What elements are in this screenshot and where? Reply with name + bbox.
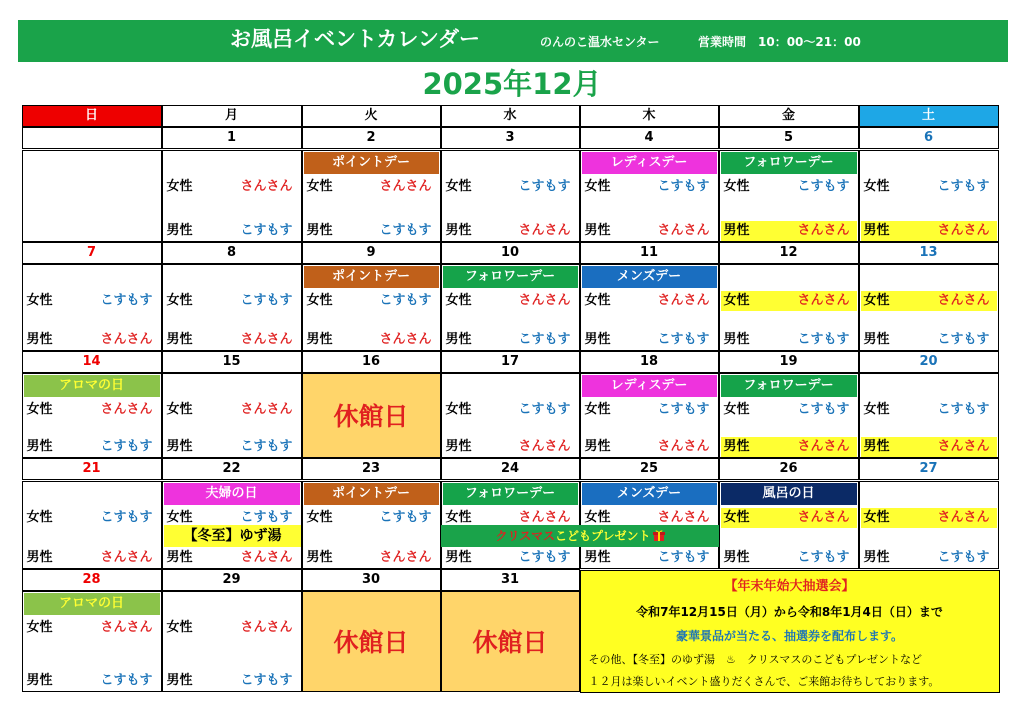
female-label: 女性	[723, 292, 750, 308]
lottery-note-1	[589, 651, 995, 667]
male-label: 男性	[723, 331, 750, 347]
male-bath-name: こすもす	[518, 549, 571, 565]
event-badge: フォロワーデー	[721, 375, 857, 397]
female-label: 女性	[863, 401, 890, 417]
male-label: 男性	[166, 331, 193, 347]
female-bath-row	[582, 177, 717, 197]
day-number: 18	[580, 351, 719, 373]
female-label: 女性	[445, 178, 472, 194]
female-bath-row	[164, 618, 300, 638]
day-cell	[719, 264, 859, 351]
female-bath-name: さんさん	[100, 401, 153, 417]
note-text: その他、【冬至】のゆず湯	[588, 652, 715, 666]
female-label: 女性	[166, 178, 193, 194]
male-bath-row	[582, 548, 717, 568]
female-bath-name: さんさん	[937, 292, 990, 308]
day-number: 29	[162, 569, 302, 591]
male-bath-row	[164, 221, 300, 241]
female-bath-row	[164, 400, 300, 420]
month-title: 2025年12月	[422, 67, 602, 101]
male-bath-name: こすもす	[797, 331, 850, 347]
day-cell	[580, 264, 719, 351]
day-cell	[162, 591, 302, 692]
day-cell	[302, 481, 441, 569]
weekday-header: 日	[22, 105, 162, 127]
male-bath-name: さんさん	[100, 331, 153, 347]
female-label: 女性	[723, 178, 750, 194]
day-number: 26	[719, 458, 859, 480]
female-label: 女性	[306, 509, 333, 525]
day-number: 28	[22, 569, 162, 591]
event-badge: フォロワーデー	[443, 483, 578, 505]
day-cell	[441, 591, 580, 692]
event-badge: アロマの日	[24, 375, 160, 397]
note-text: クリスマスのこどもプレゼントなど	[746, 652, 922, 666]
day-number: 9	[302, 242, 441, 264]
day-number: 4	[580, 127, 719, 149]
event-badge: 風呂の日	[721, 483, 857, 505]
male-label: 男性	[863, 331, 890, 347]
female-label: 女性	[723, 509, 750, 525]
day-cell	[859, 481, 999, 569]
female-bath-name: さんさん	[240, 619, 293, 635]
male-bath-row	[24, 548, 160, 568]
male-bath-row	[582, 330, 717, 350]
male-label: 男性	[863, 222, 890, 238]
day-number: 11	[580, 242, 719, 264]
male-bath-name: こすもす	[937, 331, 990, 347]
female-bath-row	[861, 508, 997, 528]
day-number: 17	[441, 351, 580, 373]
day-cell	[22, 481, 162, 569]
event-badge: フォロワーデー	[443, 266, 578, 288]
female-bath-name: こすもす	[937, 401, 990, 417]
female-label: 女性	[166, 401, 193, 417]
female-bath-name: こすもす	[937, 178, 990, 194]
day-number: 14	[22, 351, 162, 373]
female-bath-row	[861, 177, 997, 197]
event-badge: レディスデー	[582, 152, 717, 174]
female-label: 女性	[166, 509, 193, 525]
female-bath-row	[24, 508, 160, 528]
male-bath-name: さんさん	[240, 331, 293, 347]
weekday-header: 土	[859, 105, 999, 127]
female-bath-row	[164, 177, 300, 197]
day-number: 30	[302, 569, 441, 591]
male-bath-row	[443, 437, 578, 457]
female-bath-row	[721, 177, 857, 197]
female-label: 女性	[723, 401, 750, 417]
female-bath-name: こすもす	[379, 509, 432, 525]
day-cell	[302, 150, 441, 242]
female-label: 女性	[166, 619, 193, 635]
male-label: 男性	[584, 438, 611, 454]
weekday-header: 水	[441, 105, 580, 127]
female-bath-name: さんさん	[657, 509, 710, 525]
male-bath-name: さんさん	[797, 438, 850, 454]
male-bath-row	[24, 671, 160, 691]
male-bath-row	[164, 330, 300, 350]
female-label: 女性	[445, 509, 472, 525]
male-label: 男性	[26, 672, 53, 688]
male-bath-name: さんさん	[379, 331, 432, 347]
christmas-label: クリスマス	[495, 529, 555, 543]
male-bath-name: こすもす	[240, 438, 293, 454]
male-label: 男性	[26, 438, 53, 454]
male-bath-row	[24, 437, 160, 457]
male-bath-row	[861, 330, 997, 350]
event-badge: レディスデー	[582, 375, 717, 397]
day-cell	[580, 373, 719, 458]
male-label: 男性	[584, 549, 611, 565]
day-cell	[22, 264, 162, 351]
day-number: 31	[441, 569, 580, 591]
female-bath-row	[861, 400, 997, 420]
female-label: 女性	[863, 509, 890, 525]
day-number: 20	[859, 351, 999, 373]
day-cell	[859, 150, 999, 242]
female-bath-name: こすもす	[518, 178, 571, 194]
male-label: 男性	[166, 672, 193, 688]
female-bath-name: こすもす	[100, 292, 153, 308]
header-bar	[18, 20, 1008, 62]
female-bath-name: さんさん	[379, 178, 432, 194]
day-cell	[162, 373, 302, 458]
female-bath-name: こすもす	[518, 401, 571, 417]
male-bath-row	[861, 221, 997, 241]
day-cell	[719, 481, 859, 569]
female-bath-row	[721, 508, 857, 528]
female-bath-row	[861, 291, 997, 311]
day-cell	[441, 264, 580, 351]
male-label: 男性	[445, 438, 472, 454]
male-bath-name: こすもす	[518, 331, 571, 347]
female-label: 女性	[863, 292, 890, 308]
female-label: 女性	[445, 401, 472, 417]
female-bath-name: こすもす	[240, 509, 293, 525]
male-bath-row	[443, 221, 578, 241]
female-bath-name: さんさん	[797, 292, 850, 308]
male-label: 男性	[445, 549, 472, 565]
male-bath-row	[721, 221, 857, 241]
day-number: 16	[302, 351, 441, 373]
day-number: 7	[22, 242, 162, 264]
male-label: 男性	[584, 331, 611, 347]
gift-icon	[653, 529, 665, 541]
female-label: 女性	[306, 292, 333, 308]
male-label: 男性	[306, 549, 333, 565]
female-bath-row	[164, 291, 300, 311]
male-bath-name: さんさん	[379, 549, 432, 565]
male-bath-name: こすもす	[379, 222, 432, 238]
male-label: 男性	[26, 331, 53, 347]
male-bath-row	[24, 330, 160, 350]
female-bath-name: さんさん	[657, 292, 710, 308]
male-label: 男性	[723, 549, 750, 565]
male-bath-row	[443, 548, 578, 568]
business-hours: 営業時間 10：00〜21：00	[698, 35, 861, 49]
male-label: 男性	[863, 549, 890, 565]
male-bath-name: こすもす	[657, 549, 710, 565]
closed-day-label: 休館日	[303, 374, 440, 457]
female-bath-row	[304, 177, 439, 197]
female-label: 女性	[584, 401, 611, 417]
weekday-header: 火	[302, 105, 441, 127]
male-label: 男性	[723, 438, 750, 454]
male-bath-name: さんさん	[657, 438, 710, 454]
day-cell	[302, 264, 441, 351]
female-bath-name: さんさん	[240, 401, 293, 417]
female-bath-name: こすもす	[657, 178, 710, 194]
female-bath-name: こすもす	[797, 178, 850, 194]
female-bath-name: こすもす	[797, 401, 850, 417]
female-bath-name: さんさん	[797, 509, 850, 525]
female-bath-row	[24, 618, 160, 638]
day-number: 27	[859, 458, 999, 480]
day-cell	[162, 264, 302, 351]
female-label: 女性	[26, 509, 53, 525]
day-number: 1	[162, 127, 302, 149]
lottery-title: 【年末年始大抽選会】	[724, 578, 855, 594]
female-label: 女性	[166, 292, 193, 308]
lottery-prize: 豪華景品が当たる、抽選券を配布します。	[675, 628, 904, 643]
male-bath-name: さんさん	[797, 222, 850, 238]
female-bath-name: さんさん	[518, 292, 571, 308]
day-number: 21	[22, 458, 162, 480]
male-bath-name: さんさん	[240, 549, 293, 565]
male-bath-name: さんさん	[937, 222, 990, 238]
male-bath-name: さんさん	[937, 438, 990, 454]
male-label: 男性	[445, 222, 472, 238]
male-label: 男性	[166, 222, 193, 238]
female-bath-row	[24, 291, 160, 311]
day-number: 23	[302, 458, 441, 480]
female-label: 女性	[584, 178, 611, 194]
event-badge: ポイントデー	[304, 266, 439, 288]
male-bath-name: こすもす	[240, 672, 293, 688]
male-bath-name: こすもす	[240, 222, 293, 238]
female-bath-name: さんさん	[937, 509, 990, 525]
male-label: 男性	[723, 222, 750, 238]
facility-name: のんのこ温水センター	[540, 35, 660, 49]
event-badge: ポイントデー	[304, 152, 439, 174]
day-number: 15	[162, 351, 302, 373]
lottery-box	[580, 570, 1000, 693]
event-badge: フォロワーデー	[721, 152, 857, 174]
male-bath-row	[164, 437, 300, 457]
male-bath-name: こすもす	[657, 331, 710, 347]
event-badge: メンズデー	[582, 483, 717, 505]
female-bath-name: こすもす	[379, 292, 432, 308]
female-bath-name: さんさん	[100, 619, 153, 635]
female-label: 女性	[445, 292, 472, 308]
male-bath-row	[443, 330, 578, 350]
calendar-title: お風呂イベントカレンダー	[230, 27, 481, 51]
female-bath-row	[443, 400, 578, 420]
female-label: 女性	[863, 178, 890, 194]
lottery-period: 令和7年12月15日（月）から令和8年1月4日（日）まで	[636, 604, 943, 619]
event-badge: 夫婦の日	[164, 483, 300, 505]
day-cell	[22, 373, 162, 458]
closed-day-label: 休館日	[442, 592, 579, 691]
male-label: 男性	[584, 222, 611, 238]
male-bath-row	[164, 671, 300, 691]
male-bath-row	[721, 330, 857, 350]
male-label: 男性	[166, 549, 193, 565]
female-bath-row	[443, 177, 578, 197]
day-cell	[162, 150, 302, 242]
day-number	[22, 127, 162, 149]
female-bath-name: さんさん	[518, 509, 571, 525]
male-bath-name: さんさん	[518, 438, 571, 454]
male-bath-row	[861, 548, 997, 568]
female-label: 女性	[26, 619, 53, 635]
male-bath-row	[861, 437, 997, 457]
day-cell	[859, 264, 999, 351]
day-number: 5	[719, 127, 859, 149]
female-bath-name: こすもす	[100, 509, 153, 525]
day-number: 8	[162, 242, 302, 264]
male-bath-row	[721, 548, 857, 568]
male-bath-row	[721, 437, 857, 457]
weekday-header: 木	[580, 105, 719, 127]
female-bath-row	[721, 400, 857, 420]
event-badge: ポイントデー	[304, 483, 439, 505]
female-label: 女性	[584, 292, 611, 308]
day-cell	[719, 373, 859, 458]
male-bath-row	[164, 548, 300, 568]
day-cell	[22, 591, 162, 692]
female-bath-name: こすもす	[240, 292, 293, 308]
day-cell	[441, 373, 580, 458]
male-bath-row	[304, 548, 439, 568]
day-number: 24	[441, 458, 580, 480]
day-cell	[302, 373, 441, 458]
day-number: 2	[302, 127, 441, 149]
male-bath-name: さんさん	[518, 222, 571, 238]
female-bath-row	[304, 291, 439, 311]
female-bath-row	[304, 508, 439, 528]
male-bath-name: さんさん	[657, 222, 710, 238]
male-bath-row	[582, 221, 717, 241]
male-label: 男性	[306, 331, 333, 347]
day-cell	[441, 150, 580, 242]
weekday-header: 月	[162, 105, 302, 127]
day-number: 22	[162, 458, 302, 480]
closed-day-label: 休館日	[303, 592, 440, 691]
male-label: 男性	[306, 222, 333, 238]
day-number: 13	[859, 242, 999, 264]
day-number: 3	[441, 127, 580, 149]
female-label: 女性	[584, 509, 611, 525]
male-bath-name: こすもす	[100, 438, 153, 454]
female-label: 女性	[306, 178, 333, 194]
event-badge: アロマの日	[24, 593, 160, 615]
kids-present-label: こどもプレゼント	[555, 529, 651, 543]
male-label: 男性	[863, 438, 890, 454]
female-label: 女性	[26, 401, 53, 417]
male-bath-row	[304, 330, 439, 350]
day-cell	[719, 150, 859, 242]
female-bath-row	[582, 400, 717, 420]
male-bath-name: こすもす	[937, 549, 990, 565]
female-bath-row	[721, 291, 857, 311]
male-bath-name: こすもす	[100, 672, 153, 688]
male-bath-row	[304, 221, 439, 241]
touji-yuzu-banner: 【冬至】ゆず湯	[164, 525, 301, 547]
male-label: 男性	[26, 549, 53, 565]
lottery-note-2: １２月は楽しいイベント盛りだくさんで、ご来館お待ちしております。	[588, 674, 940, 688]
male-bath-row	[582, 437, 717, 457]
day-number: 12	[719, 242, 859, 264]
female-bath-name: さんさん	[240, 178, 293, 194]
weekday-header: 金	[719, 105, 859, 127]
onsen-icon: ♨	[726, 652, 736, 666]
day-cell	[22, 150, 162, 242]
day-cell	[302, 591, 441, 692]
male-bath-name: さんさん	[100, 549, 153, 565]
day-number: 19	[719, 351, 859, 373]
christmas-banner	[441, 525, 719, 547]
male-bath-name: こすもす	[797, 549, 850, 565]
female-bath-row	[443, 291, 578, 311]
day-cell	[580, 150, 719, 242]
event-badge: メンズデー	[582, 266, 717, 288]
day-number: 25	[580, 458, 719, 480]
male-label: 男性	[445, 331, 472, 347]
day-cell	[859, 373, 999, 458]
female-bath-row	[582, 291, 717, 311]
female-bath-name: こすもす	[657, 401, 710, 417]
female-label: 女性	[26, 292, 53, 308]
female-bath-row	[24, 400, 160, 420]
male-label: 男性	[166, 438, 193, 454]
day-number: 10	[441, 242, 580, 264]
day-number: 6	[859, 127, 999, 149]
